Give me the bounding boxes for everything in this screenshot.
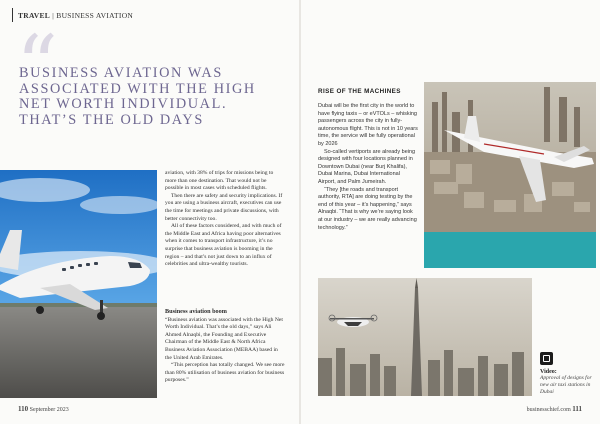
body-paragraph: So-called vertiports are already being designed with four locations planned in Downtown Dubai (near Burj Khalifa), Dubai Marina, Dubai International Airport, and Palm Jumeirah. (318, 148, 416, 185)
quote-mark-icon: “ (16, 19, 58, 114)
page-gutter (299, 0, 301, 424)
subsection-label: BUSINESS AVIATION (56, 11, 134, 20)
left-folio (18, 405, 69, 413)
header-separator: | (52, 11, 55, 20)
body-paragraph: All of these factors considered, and with much of the Middle East and Africa having poor alternatives when it comes to transport infrastructure, it’s no surprise that business aviation is booming in the region – and that’s not just down to an influx of celebrities and ultra-wealthy tourists. (165, 223, 282, 268)
section-label: TRAVEL (18, 11, 51, 20)
subheading: Business aviation boom (165, 308, 227, 315)
dubai-aerial-plane-photo (424, 82, 596, 268)
private-jet-photo (0, 170, 157, 398)
qr-code-icon[interactable] (540, 352, 553, 365)
body-column-left-bottom (165, 308, 285, 385)
body-column-right (318, 103, 418, 232)
body-paragraph: Dubai will be the first city in the world to have flying taxis – or eVTOLs – whisking passengers across the city in fully-autonomous flight. This is not in 10 years time, the service will be fully operational by 2026 (318, 103, 418, 147)
video-title: Video: (540, 369, 557, 375)
page-number: 110 (18, 405, 29, 413)
body-column-left-top (165, 170, 285, 269)
body-paragraph: aviation, with 38% of trips for missions being to more than one destination. That would not be possible in most cases with scheduled flights. (165, 170, 274, 192)
page-number: 111 (572, 405, 582, 413)
right-folio (527, 405, 582, 413)
issue-date: September 2023 (29, 407, 69, 413)
body-paragraph: Then there are safety and security implications. If you are using a business aircraft, executives can use the time for meetings and private discussions, with better connectivity too. (165, 192, 283, 222)
sidebar-heading: RISE OF THE MACHINES (318, 88, 401, 95)
body-paragraph: “This perception has totally changed. We see more than 80% utilisation of business aviation for business purposes.” (165, 362, 285, 384)
body-paragraph: “They [the roads and transport authority, RTA] are doing testing by the end of this year – it’s happening,” says Alnaqbi. “That is why we’re saying look at our industry – we are really advancing technology.” (318, 186, 417, 231)
air-taxi-dubai-photo (318, 278, 532, 396)
header-rule (12, 8, 13, 22)
pull-quote: BUSINESS AVIATION WAS ASSOCIATED WITH THE HIGH NET WORTH INDIVIDUAL. THAT’S THE OLD DAYS (19, 65, 256, 128)
site-url: businesschief.com (526, 407, 571, 413)
body-paragraph: “Business aviation was associated with the High Net Worth Individual. That’s the old days,” says Ali Ahmed Alnaqbi, the Founding and Executive Chairman of the Middle East & North Africa Business Aviation Association (MEBAA) based in the United Arab Emirates. (165, 316, 283, 361)
video-callout[interactable] (540, 352, 594, 395)
video-description: Approval of designs for new air taxi stations in Dubai (540, 375, 592, 395)
